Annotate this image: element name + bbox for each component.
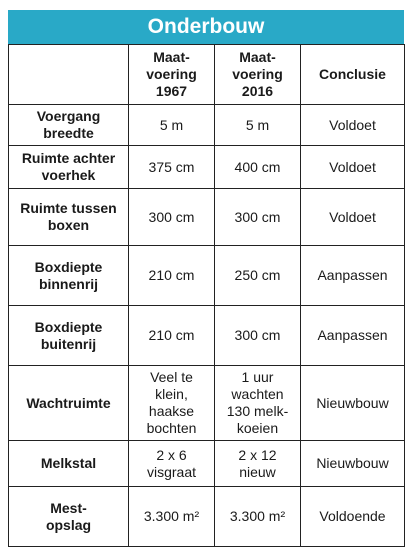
cell-2016: 2 x 12 nieuw <box>215 441 301 487</box>
table-row <box>9 105 405 146</box>
cell-1967: 3.300 m² <box>129 487 215 547</box>
cell-2016: 3.300 m² <box>215 487 301 547</box>
cell-conclusie: Nieuwbouw <box>301 441 405 487</box>
cell-1967: 5 m <box>129 105 215 146</box>
row-label: Ruimte tussen boxen <box>9 189 129 246</box>
header-row <box>9 45 405 105</box>
table-container <box>8 10 404 547</box>
row-label: Boxdiepte binnenrij <box>9 246 129 306</box>
header-1967: Maat- voering 1967 <box>129 45 215 105</box>
cell-conclusie: Voldoet <box>301 189 405 246</box>
cell-1967: 300 cm <box>129 189 215 246</box>
cell-2016: 300 cm <box>215 189 301 246</box>
cell-2016: 1 uur wachten 130 melk- koeien <box>215 366 301 441</box>
cell-2016: 250 cm <box>215 246 301 306</box>
cell-2016: 5 m <box>215 105 301 146</box>
cell-conclusie: Voldoende <box>301 487 405 547</box>
table-row <box>9 306 405 366</box>
row-label: Melkstal <box>9 441 129 487</box>
cell-conclusie: Nieuwbouw <box>301 366 405 441</box>
cell-conclusie: Voldoet <box>301 105 405 146</box>
row-label: Wachtruimte <box>9 366 129 441</box>
row-label: Voergang breedte <box>9 105 129 146</box>
cell-2016: 300 cm <box>215 306 301 366</box>
cell-2016: 400 cm <box>215 146 301 189</box>
row-label: Mest- opslag <box>9 487 129 547</box>
cell-conclusie: Voldoet <box>301 146 405 189</box>
row-label: Ruimte achter voerhek <box>9 146 129 189</box>
comparison-table <box>8 44 405 547</box>
header-empty <box>9 45 129 105</box>
table-row <box>9 366 405 441</box>
cell-1967: Veel te klein, haakse bochten <box>129 366 215 441</box>
table-row <box>9 487 405 547</box>
table-row <box>9 246 405 306</box>
cell-1967: 375 cm <box>129 146 215 189</box>
cell-1967: 210 cm <box>129 246 215 306</box>
header-2016: Maat- voering 2016 <box>215 45 301 105</box>
row-label: Boxdiepte buitenrij <box>9 306 129 366</box>
cell-conclusie: Aanpassen <box>301 246 405 306</box>
table-row <box>9 146 405 189</box>
cell-conclusie: Aanpassen <box>301 306 405 366</box>
table-row <box>9 189 405 246</box>
header-conclusie: Conclusie <box>301 45 405 105</box>
cell-1967: 210 cm <box>129 306 215 366</box>
table-title: Onderbouw <box>8 10 404 44</box>
cell-1967: 2 x 6 visgraat <box>129 441 215 487</box>
table-row <box>9 441 405 487</box>
